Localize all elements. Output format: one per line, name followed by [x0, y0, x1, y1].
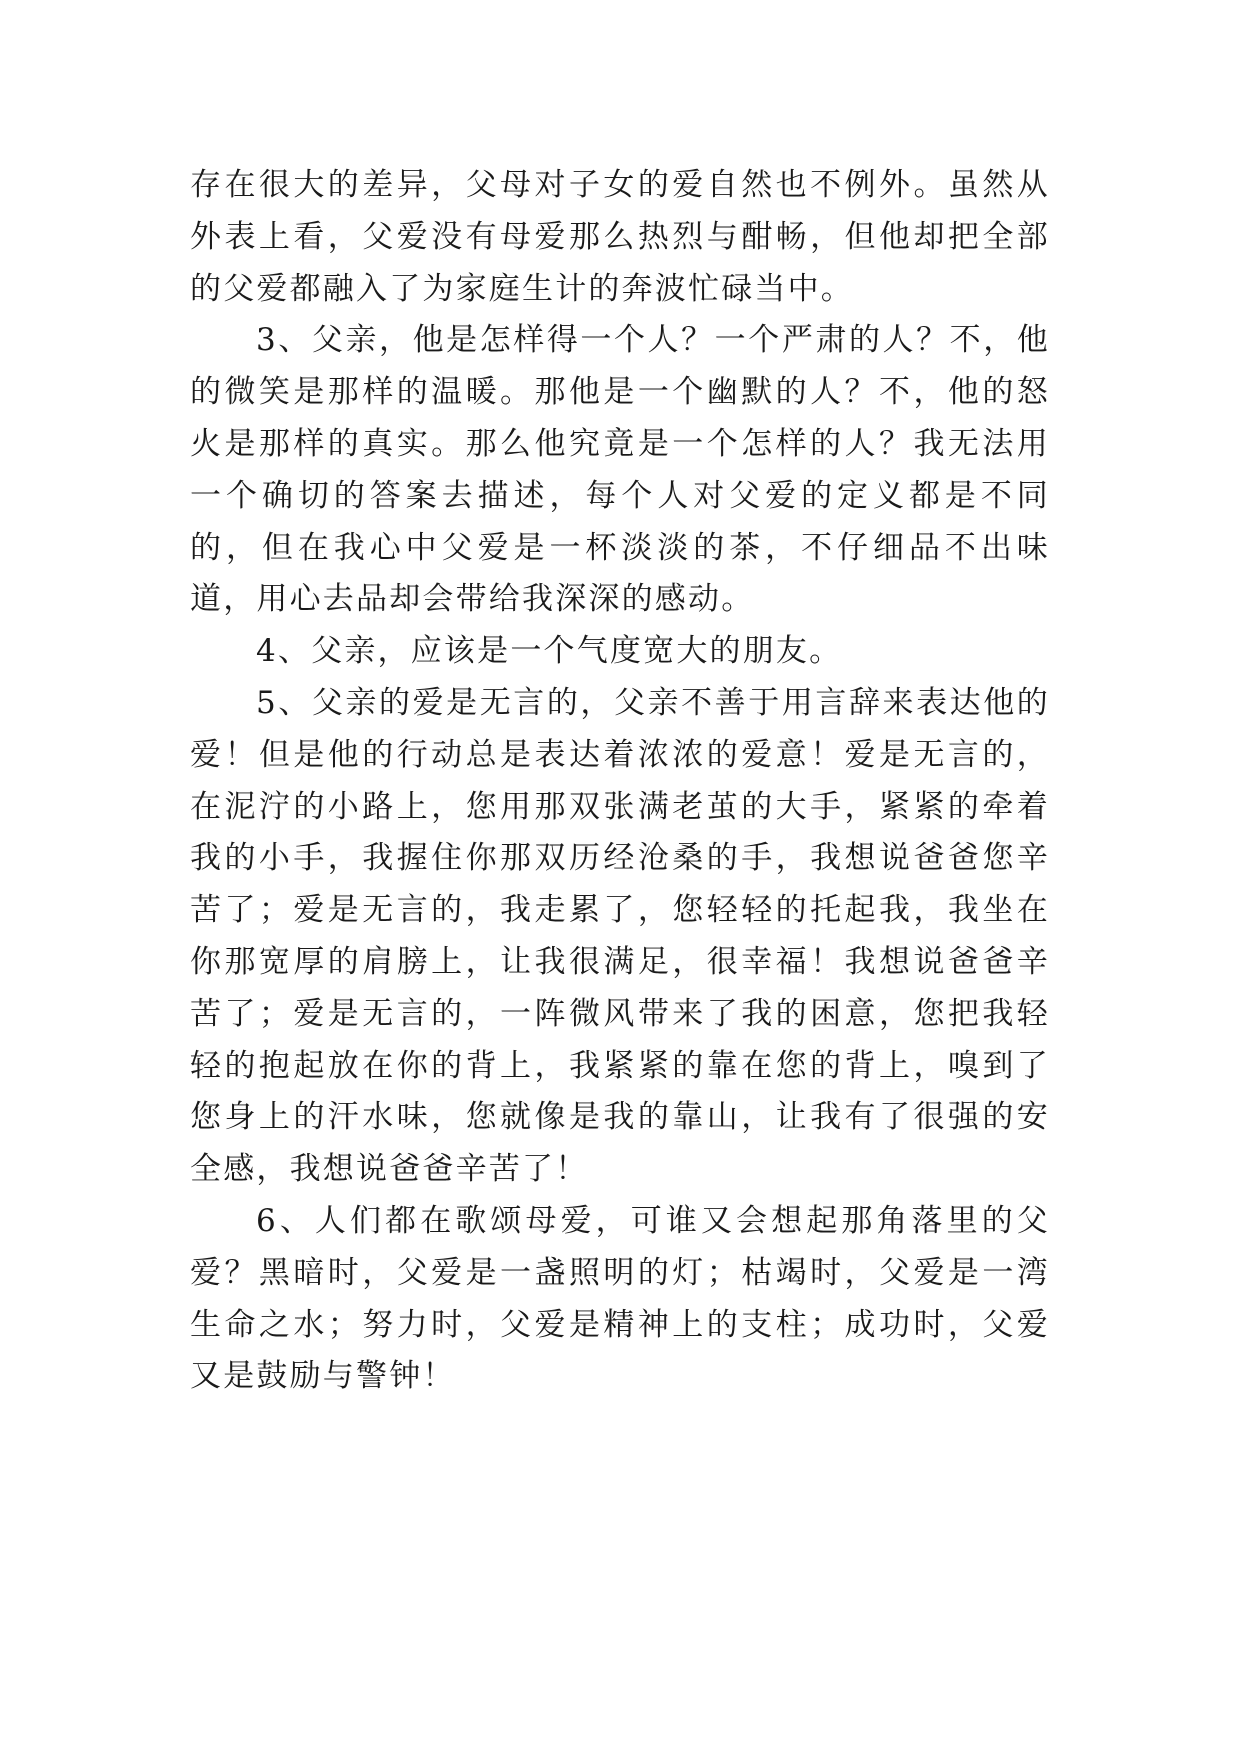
paragraph-item-3: 3、父亲，他是怎样得一个人？一个严肃的人？不，他的微笑是那样的温暖。那他是一个幽默的人？不，他的怒火是那样的真实。那么他究竟是一个怎样的人？我无法用一个确切的答案去描述，每个人对父爱的定义都是不同的，但在我心中父爱是一杯淡淡的茶，不仔细品不出味道，用心去品却会带给我深深的感动。	[190, 322, 1050, 618]
paragraph-continuation: 存在很大的差异，父母对子女的爱自然也不例外。虽然从外表上看，父爱没有母爱那么热烈与酣畅，但他却把全部的父爱都融入了为家庭生计的奔波忙碌当中。	[190, 167, 1050, 307]
paragraph-item-5: 5、父亲的爱是无言的，父亲不善于用言辞来表达他的爱！但是他的行动总是表达着浓浓的爱意！爱是无言的，在泥泞的小路上，您用那双张满老茧的大手，紧紧的牵着我的小手，我握住你那双历经沧桑的手，我想说爸爸您辛苦了；爱是无言的，我走累了，您轻轻的托起我，我坐在你那宽厚的肩膀上，让我很满足，很幸福！我想说爸爸辛苦了；爱是无言的，一阵微风带来了我的困意，您把我轻轻的抱起放在你的背上，我紧紧的靠在您的背上，嗅到了您身上的汗水味，您就像是我的靠山，让我有了很强的安全感，我想说爸爸辛苦了！	[190, 684, 1050, 1188]
paragraph-item-4: 4、父亲，应该是一个气度宽大的朋友。	[256, 633, 843, 670]
paragraph-item-6: 6、人们都在歌颂母爱，可谁又会想起那角落里的父爱？黑暗时，父爱是一盏照明的灯；枯竭时，父爱是一湾生命之水；努力时，父爱是精神上的支柱；成功时，父爱又是鼓励与警钟！	[190, 1202, 1050, 1395]
document-body	[190, 160, 1050, 1403]
